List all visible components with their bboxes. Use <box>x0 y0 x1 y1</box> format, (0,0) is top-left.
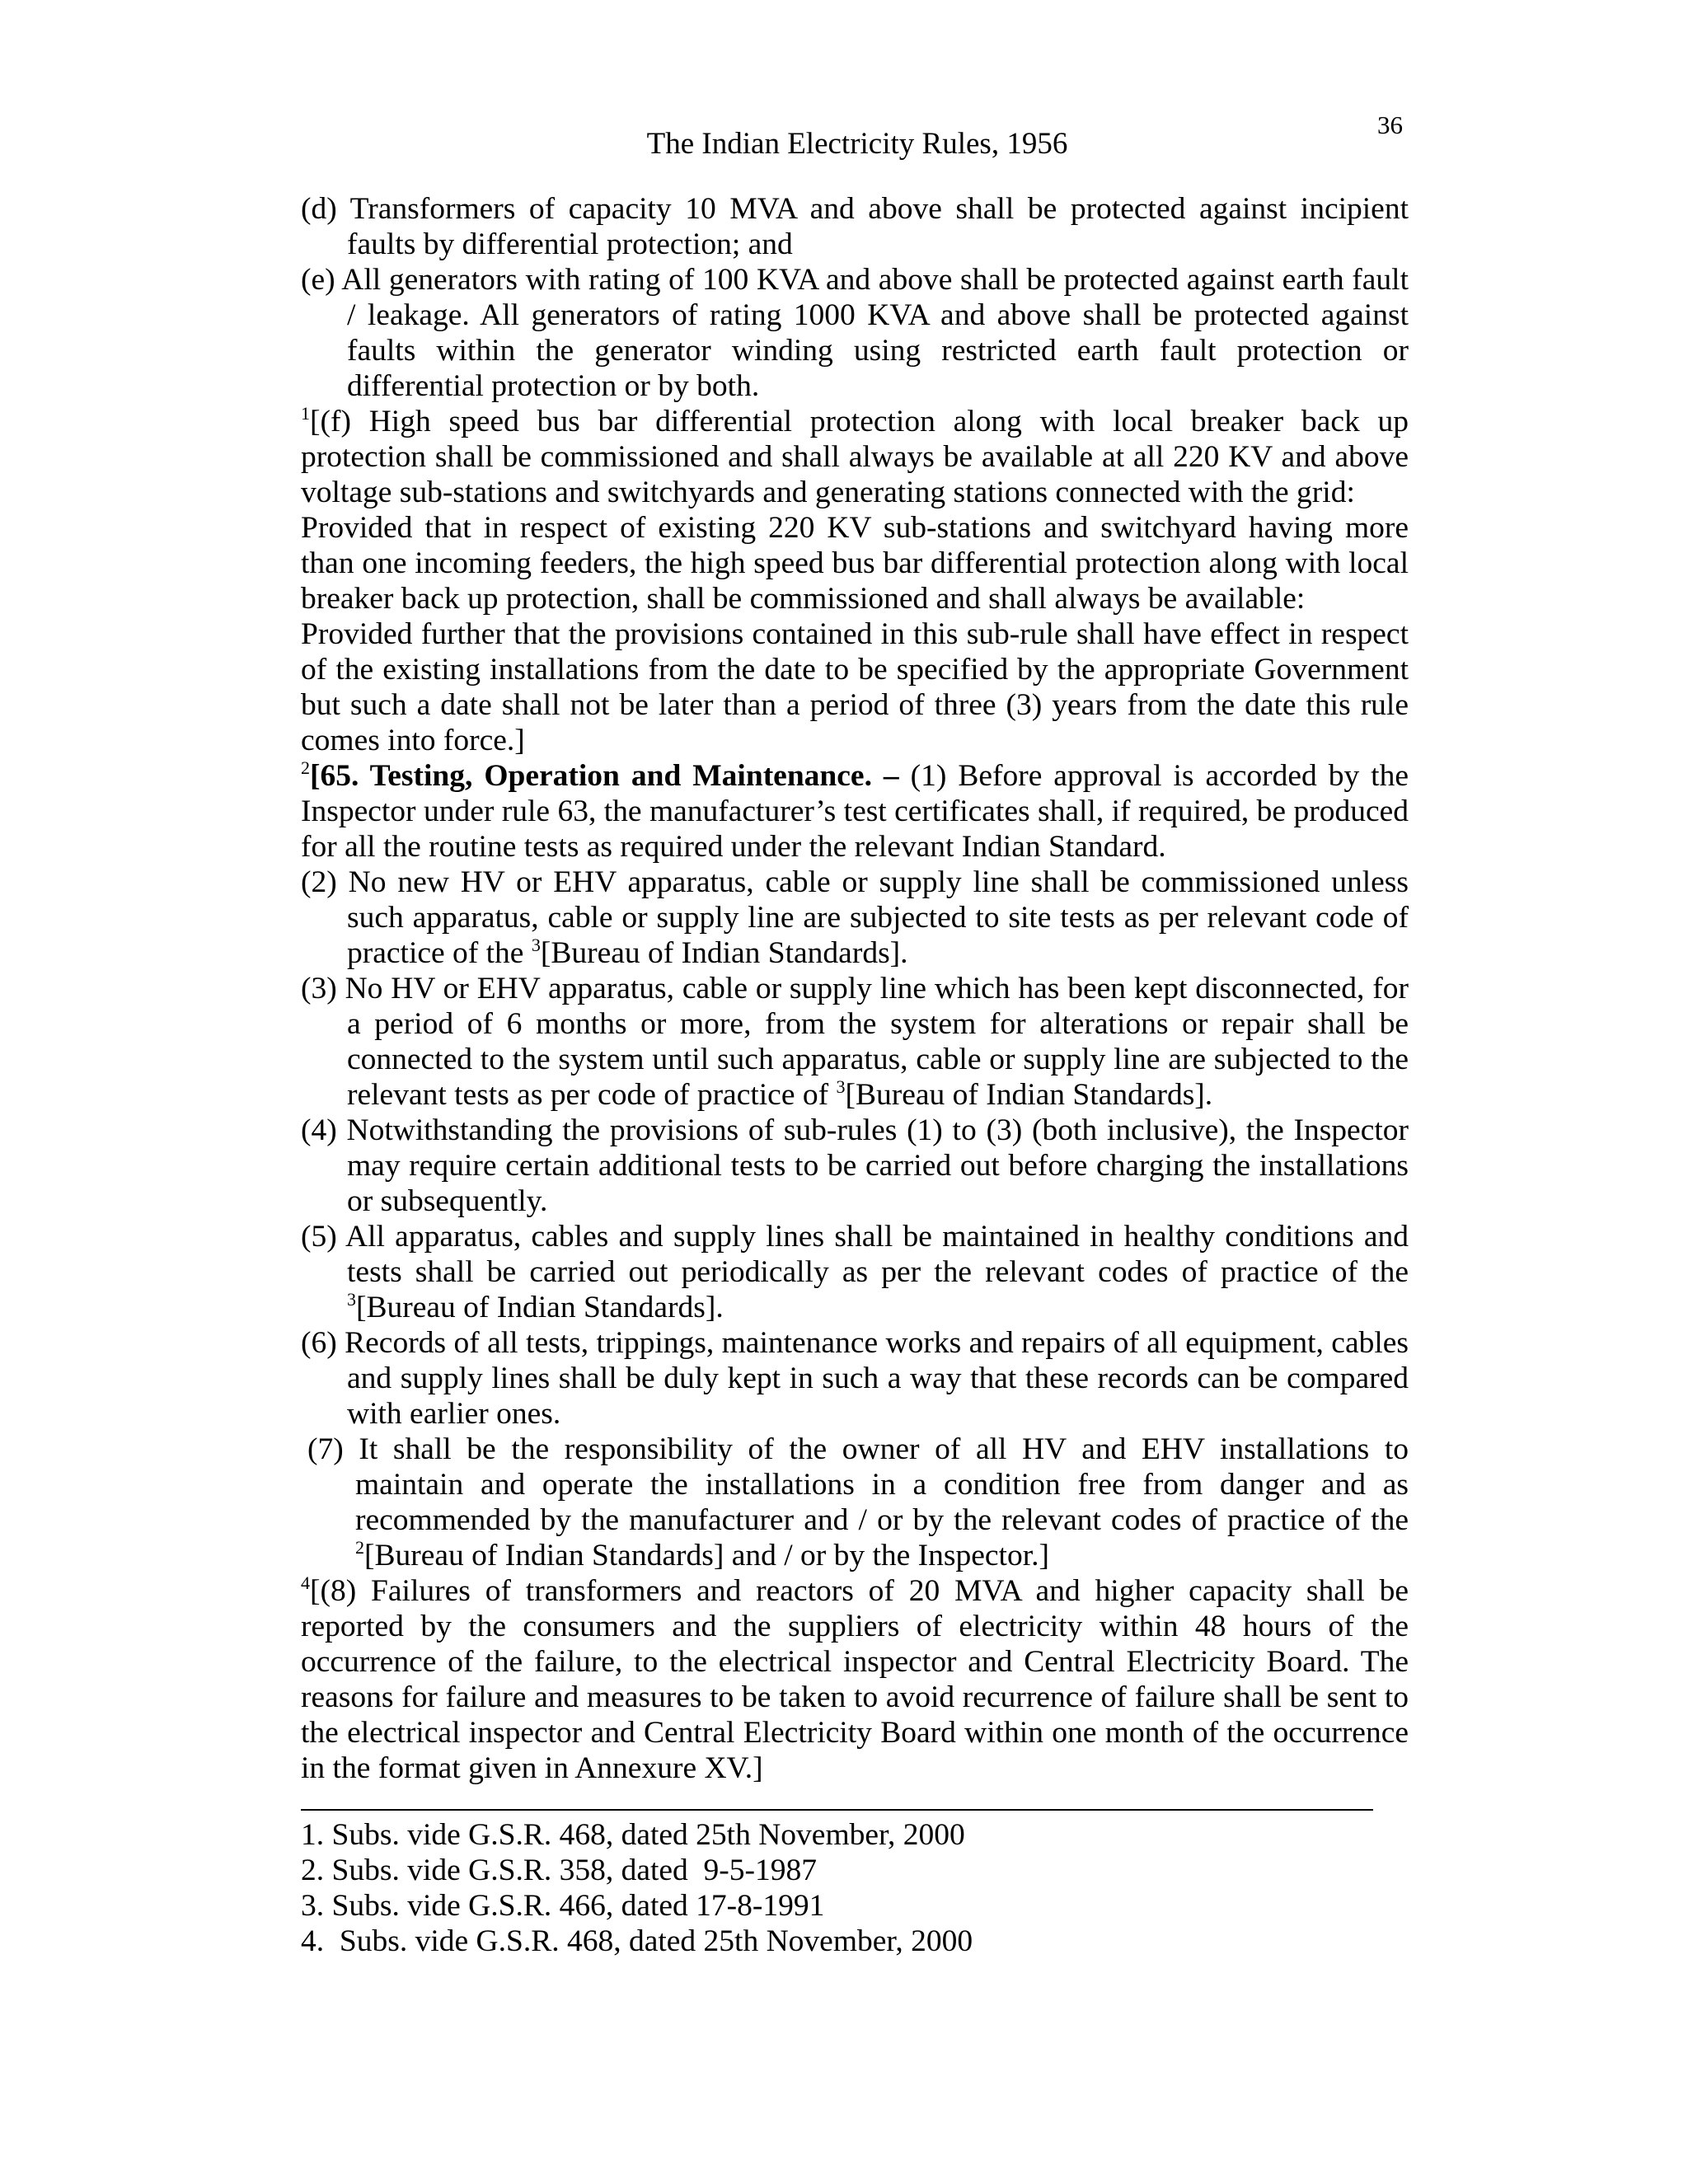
clause-d <box>301 191 1409 262</box>
proviso-further: Provided further that the provisions contained in this sub-rule shall have effect in respect of the existing installations from the date to be specified by the appropriate Government but such a date shall not be later than a period of three (3) years from the date this rule comes into force.] <box>301 617 1409 757</box>
clause-d-label: (d) <box>301 192 337 226</box>
sub-rule-3-text: (3) No HV or EHV apparatus, cable or supply line which has been kept disconnected, for a period of 6 months or more, from the system for alterations or repair shall be connected to the system until such apparatus, cable or supply line are subjected to the relevant tests as per code of practice of <box>301 972 1409 1112</box>
sub-rule-4-text: (4) Notwithstanding the provisions of sub-rules (1) to (3) (both inclusive), the Inspector may require certain additional tests to be carried out before charging the installations or subsequently. <box>301 1113 1409 1218</box>
footnote-item: 4. Subs. vide G.S.R. 468, dated 25th November, 2000 <box>301 1924 973 1958</box>
sub-rule-2 <box>301 865 1409 971</box>
footnote-ref: 1 <box>301 403 310 424</box>
footnote-item: 1. Subs. vide G.S.R. 468, dated 25th November, 2000 <box>301 1818 965 1852</box>
footnote-ref: 4 <box>301 1572 310 1593</box>
sub-rule-4 <box>301 1113 1409 1219</box>
footnote-ref: 2 <box>355 1537 364 1558</box>
sub-rule-8 <box>301 1573 1409 1786</box>
page-number: 36 <box>1377 110 1403 139</box>
sub-rule-3-tail: [Bureau of Indian Standards]. <box>845 1078 1213 1112</box>
footnote-ref: 3 <box>531 935 541 955</box>
sub-rule-6 <box>301 1325 1409 1432</box>
clause-f-text: [(f) High speed bus bar differential protection along with local breaker back up protection shall be commissioned and shall always be available at all 220 KV and above voltage sub-stations and switchyards and generating stations connected with the grid: <box>301 405 1409 509</box>
running-header-title: The Indian Electricity Rules, 1956 <box>646 127 1068 161</box>
sub-rule-7-text: (7) It shall be the responsibility of the owner of all HV and EHV installations to maintain and operate the installations in a condition free from danger and as recommended by the manufacturer and / or by the relevant codes of practice of the <box>307 1432 1409 1537</box>
footnote-item: 3. Subs. vide G.S.R. 466, dated 17-8-1991 <box>301 1889 825 1923</box>
clause-e <box>301 262 1409 404</box>
rule-65-text: (1) Before approval is accorded by the Inspector under rule 63, the manufacturer’s test certificates shall, if required, be produced for all the routine tests as required under the relevant Indian Standard. <box>301 759 1409 864</box>
footnote-ref: 3 <box>347 1289 356 1310</box>
footnote-ref: 2 <box>301 757 310 778</box>
sub-rule-5-text: (5) All apparatus, cables and supply lines shall be maintained in healthy conditions and tests shall be carried out periodically as per the relevant codes of practice of the <box>301 1220 1409 1289</box>
rule-body <box>301 191 1409 1786</box>
proviso-first: Provided that in respect of existing 220 KV sub-stations and switchyard having more than one incoming feeders, the high speed bus bar differential protection along with local breaker back up protection, shall be commissioned and shall always be available: <box>301 511 1409 616</box>
sub-rule-8-text: [(8) Failures of transformers and reactors of 20 MVA and higher capacity shall be reported by the consumers and the suppliers of electricity within 48 hours of the occurrence of the failure, to the electrical inspector and Central Electricity Board. The reasons for failure and measures to be taken to avoid recurrence of failure shall be sent to the electrical inspector and Central Electricity Board within one month of the occurrence in the format given in Annexure XV.] <box>301 1574 1409 1785</box>
sub-rule-7 <box>301 1432 1409 1573</box>
clause-e-label: (e) <box>301 263 335 297</box>
footnote-ref: 3 <box>836 1076 846 1097</box>
sub-rule-6-text: (6) Records of all tests, trippings, maintenance works and repairs of all equipment, cables and supply lines shall be duly kept in such a way that these records can be compared with earlier ones. <box>301 1326 1409 1431</box>
sub-rule-5 <box>301 1219 1409 1325</box>
rule-65-intro <box>301 758 1409 865</box>
clause-d-text: Transformers of capacity 10 MVA and above shall be protected against incipient faults by differential protection; and <box>347 192 1409 261</box>
clause-e-text: All generators with rating of 100 KVA and above shall be protected against earth fault / leakage. All generators of rating 1000 KVA and above shall be protected against faults within the generator winding using restricted earth fault protection or differential protection or by both. <box>341 263 1409 403</box>
sub-rule-2-text: (2) No new HV or EHV apparatus, cable or supply line shall be commissioned unless such apparatus, cable or supply line are subjected to site tests as per relevant code of practice of the <box>301 865 1409 970</box>
footnote-divider <box>301 1809 1373 1811</box>
footnote-item: 2. Subs. vide G.S.R. 358, dated 9-5-1987 <box>301 1854 818 1887</box>
footnotes <box>301 1817 1372 1959</box>
rule-65-heading: 65. Testing, Operation and Maintenance. – <box>320 759 899 793</box>
sub-rule-2-tail: [Bureau of Indian Standards]. <box>540 936 908 970</box>
sub-rule-5-tail: [Bureau of Indian Standards]. <box>356 1291 724 1324</box>
rule-65-bracket: [ <box>310 759 321 793</box>
sub-rule-3 <box>301 971 1409 1113</box>
sub-rule-7-tail: [Bureau of Indian Standards] and / or by the Inspector.] <box>364 1539 1050 1572</box>
clause-f <box>301 404 1409 510</box>
